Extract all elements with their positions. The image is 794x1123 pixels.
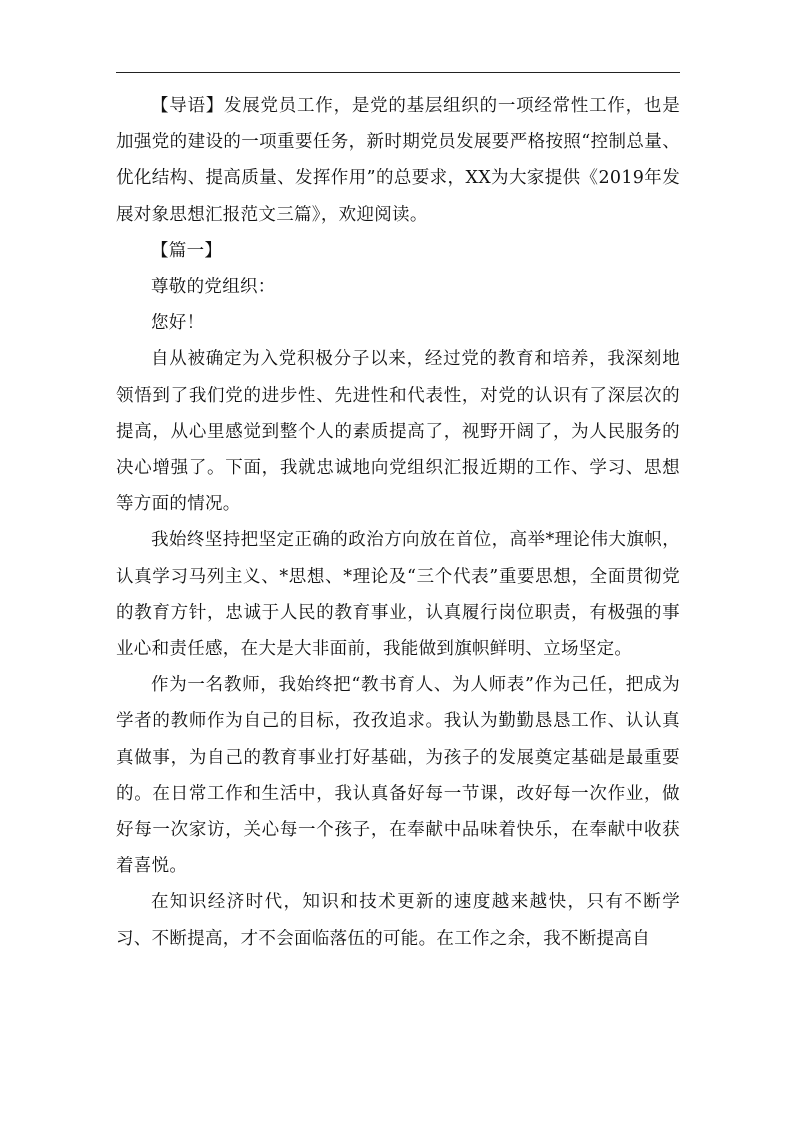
section-title: 【篇一】: [151, 240, 223, 261]
header-rule: [116, 72, 680, 73]
body-paragraph: 我始终坚持把坚定正确的政治方向放在首位，高举*理论伟大旗帜，认真学习马列主义、*思想、*理论及“三个代表”重要思想，全面贯彻党的教育方针，忠诚于人民的教育事业，认真履行岗位职责，有极强的事业心和责任感，在大是大非面前，我能做到旗帜鲜明、立场坚定。: [116, 530, 680, 660]
body-paragraph: 自从被确定为入党积极分子以来，经过党的教育和培养，我深刻地领悟到了我们党的进步性、先进性和代表性，对党的认识有了深层次的提高，从心里感觉到整个人的素质提高了，视野开阔了，为人民服务的决心增强了。下面，我就忠诚地向党组织汇报近期的工作、学习、思想等方面的情况。: [116, 349, 680, 515]
body-paragraph: 在知识经济时代，知识和技术更新的速度越来越快，只有不断学习、不断提高，才不会面临落伍的可能。在工作之余，我不断提高自: [116, 892, 680, 949]
intro-paragraph: 【导语】发展党员工作，是党的基层组织的一项经常性工作，也是加强党的建设的一项重要任务，新时期党员发展要严格按照“控制总量、优化结构、提高质量、发挥作用”的总要求，XX为大家提供《2019年发展对象思想汇报范文三篇》，欢迎阅读。: [116, 96, 680, 225]
salutation: 尊敬的党组织：: [151, 277, 276, 298]
document-body: [116, 88, 680, 957]
body-paragraph: 作为一名教师，我始终把“教书育人、为人师表”作为己任，把成为学者的教师作为自己的目标，孜孜追求。我认为勤勤恳恳工作、认认真真做事，为自己的教育事业打好基础，为孩子的发展奠定基础是最重要的。在日常工作和生活中，我认真备好每一节课，改好每一次作业，做好每一次家访，关心每一个孩子，在奉献中品味着快乐，在奉献中收获着喜悦。: [116, 675, 680, 877]
greeting: 您好！: [151, 313, 205, 334]
